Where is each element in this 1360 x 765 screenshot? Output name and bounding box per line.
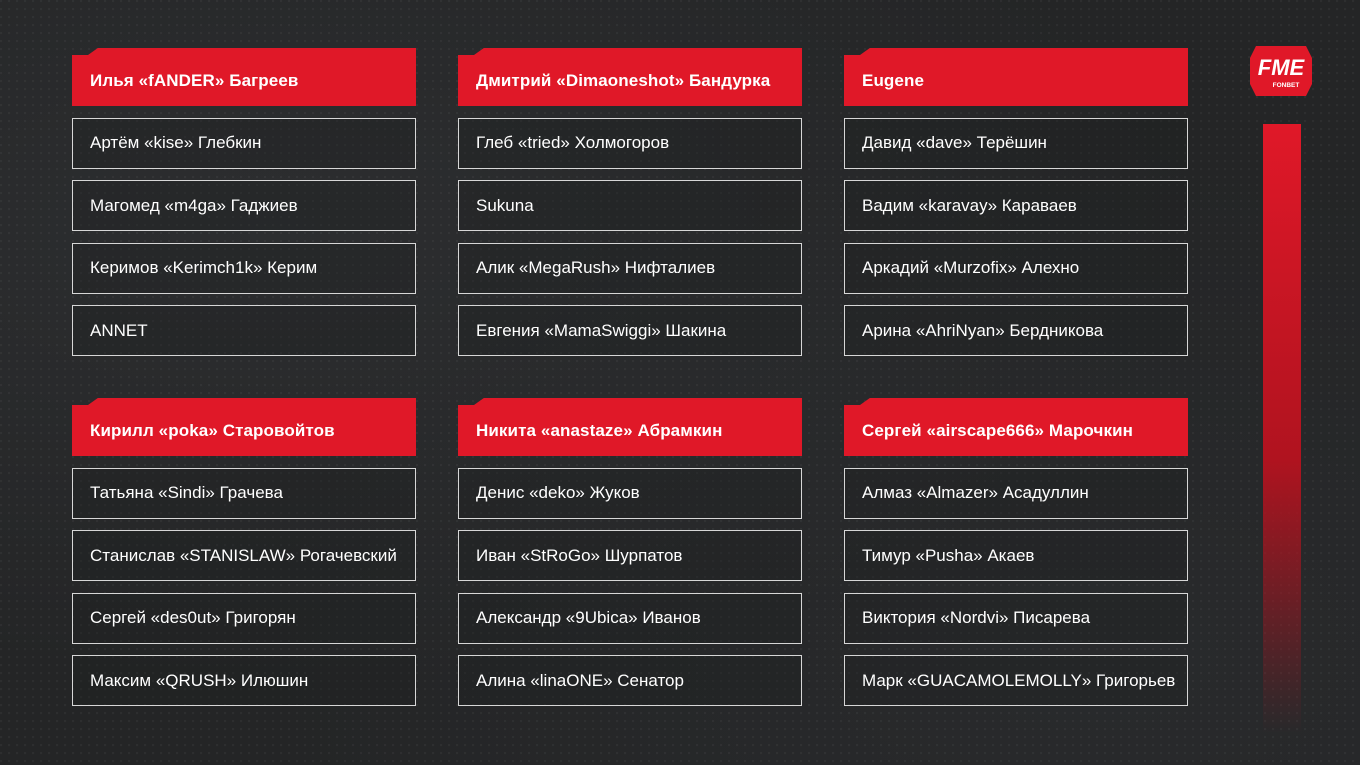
team-card <box>72 55 416 356</box>
team-member: Алина «linaONE» Сенатор <box>458 655 802 706</box>
team-captain: Дмитрий «Dimaoneshot» Бандурка <box>458 55 802 106</box>
team-card <box>458 55 802 356</box>
side-accent-bar <box>1263 124 1301 734</box>
team-member: Аркадий «Murzofix» Алехно <box>844 243 1188 294</box>
team-member: ANNET <box>72 305 416 356</box>
team-member: Глеб «tried» Холмогоров <box>458 118 802 169</box>
team-captain: Кирилл «poka» Старовойтов <box>72 405 416 456</box>
logo-subtext: FONBET <box>1272 82 1300 89</box>
team-card <box>844 55 1188 356</box>
team-member: Марк «GUACAMOLEMOLLY» Григорьев <box>844 655 1188 706</box>
team-member: Керимов «Kerimch1k» Керим <box>72 243 416 294</box>
team-member: Александр «9Ubica» Иванов <box>458 593 802 644</box>
team-member: Артём «kise» Глебкин <box>72 118 416 169</box>
team-card <box>72 405 416 706</box>
team-captain: Илья «fANDER» Багреев <box>72 55 416 106</box>
team-member: Денис «deko» Жуков <box>458 468 802 519</box>
team-member: Алик «MegaRush» Нифталиев <box>458 243 802 294</box>
team-member: Магомед «m4ga» Гаджиев <box>72 180 416 231</box>
team-captain: Никита «anastaze» Абрамкин <box>458 405 802 456</box>
team-member: Тимур «Pusha» Акаев <box>844 530 1188 581</box>
team-member: Максим «QRUSH» Илюшин <box>72 655 416 706</box>
team-card <box>844 405 1188 706</box>
team-card <box>458 405 802 706</box>
team-member: Татьяна «Sindi» Грачева <box>72 468 416 519</box>
team-member: Вадим «karavay» Караваев <box>844 180 1188 231</box>
team-member: Иван «StRoGo» Шурпатов <box>458 530 802 581</box>
fme-fonbet-logo <box>1248 44 1314 98</box>
team-member: Давид «dave» Терёшин <box>844 118 1188 169</box>
team-member: Sukuna <box>458 180 802 231</box>
team-member: Виктория «Nordvi» Писарева <box>844 593 1188 644</box>
team-captain: Eugene <box>844 55 1188 106</box>
team-member: Сергей «des0ut» Григорян <box>72 593 416 644</box>
team-member: Станислав «STANISLAW» Рогачевский <box>72 530 416 581</box>
team-member: Арина «AhriNyan» Бердникова <box>844 305 1188 356</box>
team-member: Алмаз «Almazer» Асадуллин <box>844 468 1188 519</box>
logo-text: FME <box>1257 55 1305 80</box>
team-captain: Сергей «airscape666» Марочкин <box>844 405 1188 456</box>
team-member: Евгения «MamaSwiggi» Шакина <box>458 305 802 356</box>
